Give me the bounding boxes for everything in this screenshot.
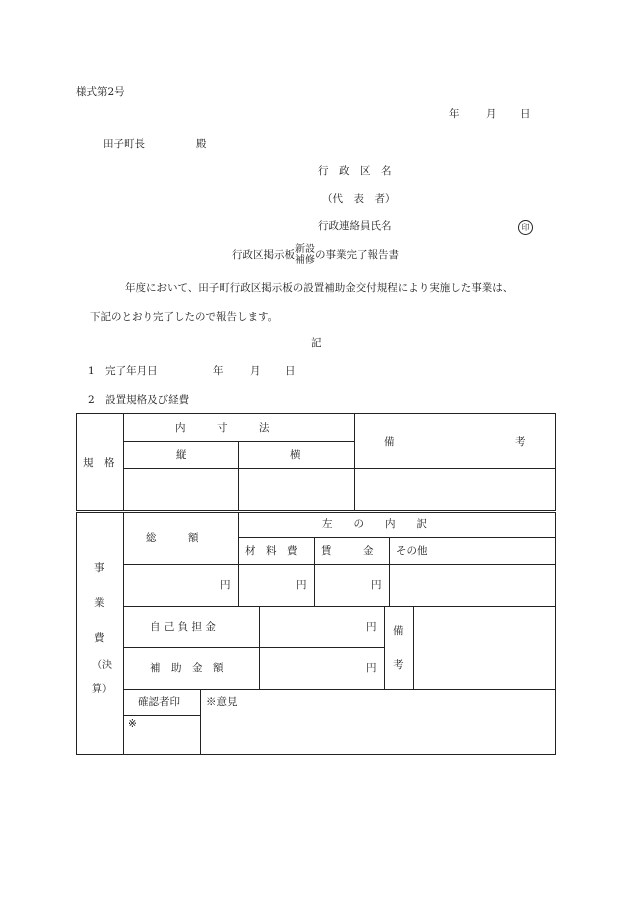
liaison-name-label: 行政連絡員氏名 <box>318 220 392 232</box>
item-1-day: 日 <box>285 365 296 377</box>
self-burden-label: 自 己 負 担 金 <box>150 621 216 633</box>
spec-row-header: 規 格 <box>83 457 115 469</box>
date-year: 年 <box>449 108 460 120</box>
title-prefix: 行政区掲示板 <box>232 248 295 261</box>
title-option-repair: 補修 <box>295 255 315 266</box>
confirm-seal-label: 確認者印 <box>138 696 180 708</box>
title-option-new: 新設 <box>295 244 315 255</box>
document-title <box>232 244 399 266</box>
breakdown-header: 左 の 内 訳 <box>322 518 427 530</box>
materials-yen: 円 <box>296 579 307 591</box>
item-1-month: 月 <box>250 365 261 377</box>
opinion-label: ※意見 <box>206 696 238 708</box>
ki-heading: 記 <box>311 337 322 349</box>
form-number: 様式第2号 <box>76 86 125 98</box>
total-yen: 円 <box>220 579 231 591</box>
yoko-header: 横 <box>290 449 301 461</box>
confirm-mark: ※ <box>128 718 137 730</box>
side-char-2: 業 <box>94 597 105 609</box>
body-line-2: 下記のとおり完了したので報告します。 <box>90 311 279 323</box>
dims-header: 内 寸 法 <box>175 422 270 434</box>
cost-remarks-bottom: 考 <box>393 659 404 671</box>
title-options <box>295 244 315 266</box>
date-month: 月 <box>486 108 497 120</box>
body-line-1: 年度において、田子町行政区掲示板の設置補助金交付規程により実施した事業は、 <box>125 282 514 294</box>
spec-remarks-right: 考 <box>515 436 526 448</box>
item-2-label: 2 設置規格及び経費 <box>88 394 190 406</box>
tate-header: 縦 <box>176 449 187 461</box>
spec-remarks-left: 備 <box>384 436 395 448</box>
other-header: その他 <box>396 545 428 557</box>
wages-yen: 円 <box>371 579 382 591</box>
subsidy-label: 補 助 金 額 <box>150 662 224 674</box>
materials-header: 材 料 費 <box>245 545 298 557</box>
side-char-5: 算） <box>92 684 112 695</box>
representative-label: （代 表 者） <box>322 193 396 205</box>
date-day: 日 <box>520 108 531 120</box>
total-label: 総 額 <box>146 532 199 544</box>
seal-icon: 印 <box>518 220 533 235</box>
item-1-label: 1 完了年月日 <box>88 365 158 377</box>
self-burden-yen: 円 <box>366 621 377 633</box>
side-char-3: 費 <box>94 632 105 644</box>
cost-remarks-top: 備 <box>393 625 404 637</box>
district-name-label: 行 政 区 名 <box>318 165 392 177</box>
addressee-name: 田子町長 <box>103 138 145 150</box>
subsidy-yen: 円 <box>366 662 377 674</box>
wages-header: 賃 金 <box>321 545 374 557</box>
title-suffix: の事業完了報告書 <box>315 248 399 261</box>
side-char-4: （決 <box>92 660 112 671</box>
seal-mark <box>518 220 533 235</box>
item-1-year: 年 <box>213 365 224 377</box>
addressee-honorific: 殿 <box>196 138 207 150</box>
side-char-1: 事 <box>94 562 105 574</box>
